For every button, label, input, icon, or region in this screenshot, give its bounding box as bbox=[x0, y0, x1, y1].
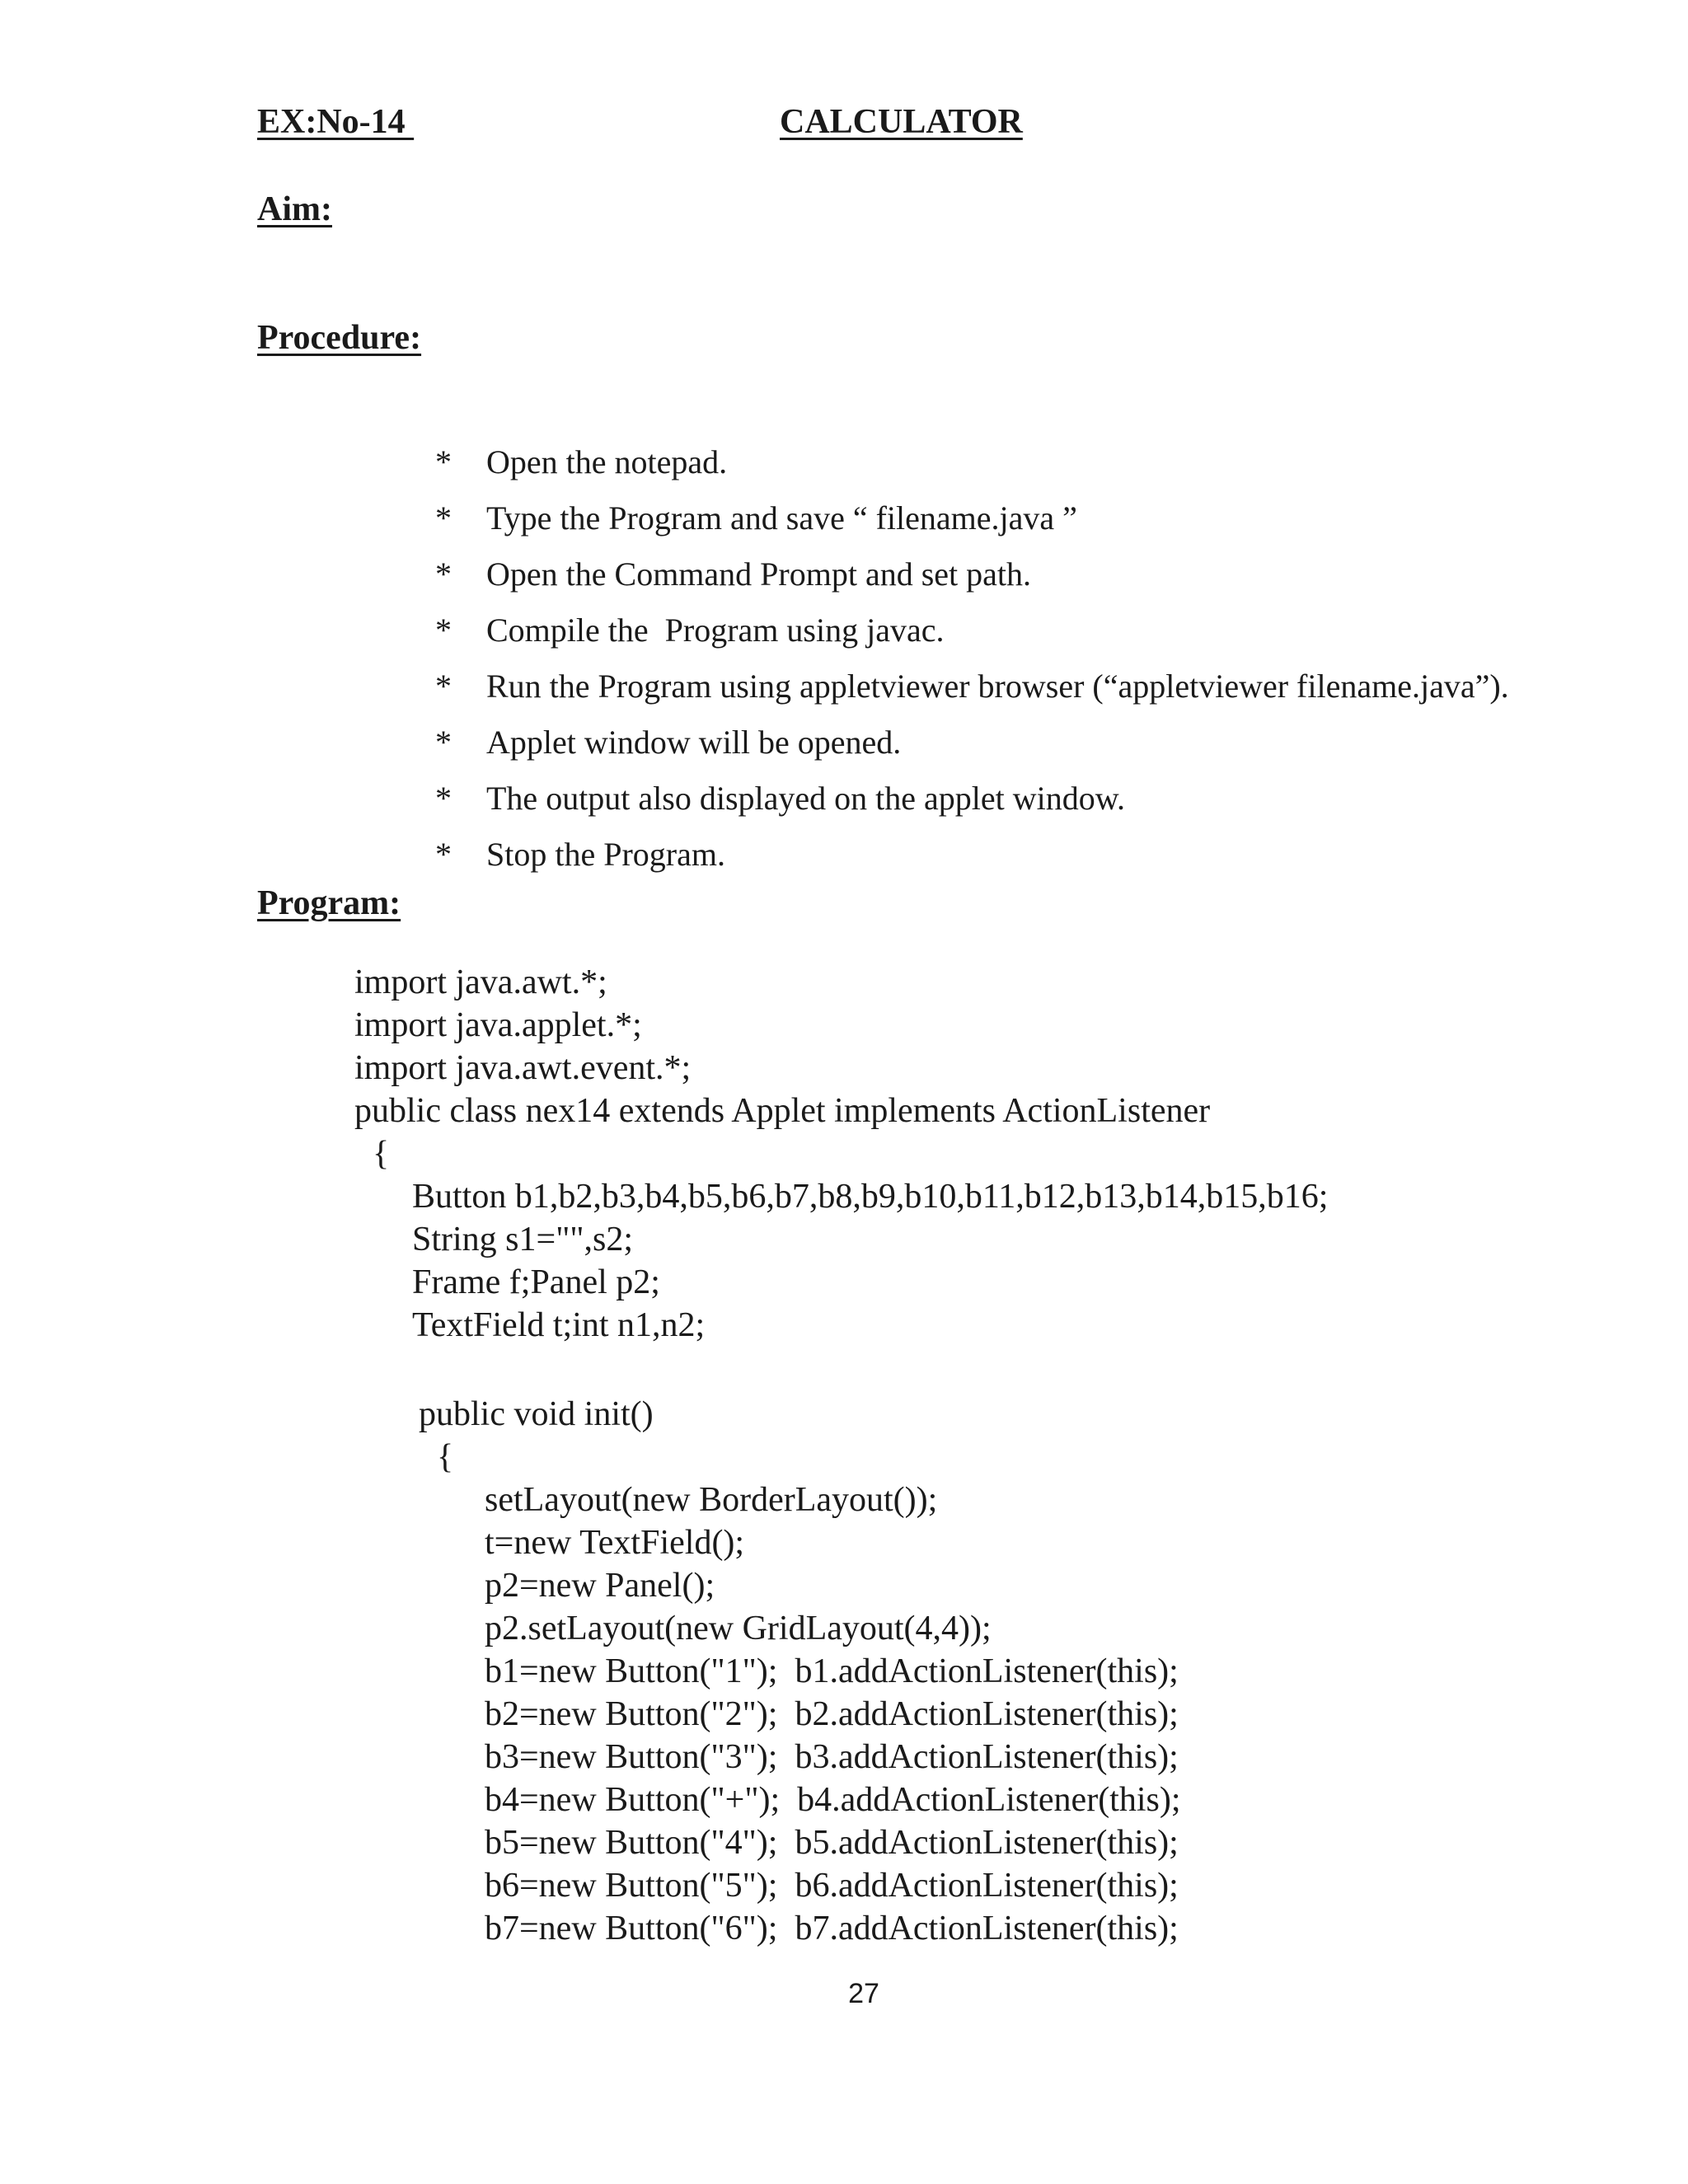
code-line: Button b1,b2,b3,b4,b5,b6,b7,b8,b9,b10,b11,b12,b13,b14,b15,b16; bbox=[412, 1178, 1329, 1216]
procedure-step-text: Open the Command Prompt and set path. bbox=[486, 555, 1032, 593]
procedure-step-text: Compile the Program using javac. bbox=[486, 612, 945, 649]
procedure-step-text: Applet window will be opened. bbox=[486, 724, 902, 761]
code-line: b3=new Button("3"); b3.addActionListener(this); bbox=[485, 1738, 1179, 1776]
code-line: b7=new Button("6"); b7.addActionListener(this); bbox=[485, 1910, 1179, 1947]
procedure-step-text: The output also displayed on the applet window. bbox=[486, 780, 1126, 817]
bullet-icon: * bbox=[435, 780, 452, 817]
code-line: { bbox=[437, 1438, 454, 1476]
code-line: Frame f;Panel p2; bbox=[412, 1263, 660, 1301]
procedure-step-text: Run the Program using appletviewer browser (“appletviewer filename.java”). bbox=[486, 668, 1509, 705]
code-line: import java.awt.*; bbox=[354, 963, 607, 1001]
bullet-icon: * bbox=[435, 443, 452, 480]
procedure-step-text: Open the notepad. bbox=[486, 443, 728, 480]
code-line: b1=new Button("1"); b1.addActionListener(this); bbox=[485, 1652, 1179, 1690]
bullet-icon: * bbox=[435, 836, 452, 873]
bullet-icon: * bbox=[435, 499, 452, 537]
code-line: b5=new Button("4"); b5.addActionListener(this); bbox=[485, 1824, 1179, 1862]
bullet-icon: * bbox=[435, 612, 452, 649]
page-title: CALCULATOR bbox=[780, 103, 1023, 141]
code-line: b2=new Button("2"); b2.addActionListener(this); bbox=[485, 1695, 1179, 1733]
code-line: p2=new Panel(); bbox=[485, 1567, 715, 1605]
page-number: 27 bbox=[848, 1978, 879, 2009]
procedure-label: Procedure: bbox=[257, 319, 422, 357]
code-line: import java.applet.*; bbox=[354, 1006, 642, 1044]
code-line: String s1="",s2; bbox=[412, 1221, 634, 1258]
code-line: t=new TextField(); bbox=[485, 1524, 745, 1562]
bullet-icon: * bbox=[435, 724, 452, 761]
code-line: setLayout(new BorderLayout()); bbox=[485, 1481, 938, 1519]
program-label: Program: bbox=[257, 884, 401, 922]
procedure-step-text: Stop the Program. bbox=[486, 836, 725, 873]
code-line: p2.setLayout(new GridLayout(4,4)); bbox=[485, 1610, 992, 1647]
exercise-number: EX:No-14 bbox=[257, 103, 415, 141]
code-line: b4=new Button("+"); b4.addActionListener(this); bbox=[485, 1781, 1181, 1819]
bullet-icon: * bbox=[435, 668, 452, 705]
procedure-step-text: Type the Program and save “ filename.java ” bbox=[486, 499, 1077, 537]
code-line: { bbox=[373, 1135, 390, 1173]
code-line: import java.awt.event.*; bbox=[354, 1049, 692, 1087]
aim-label: Aim: bbox=[257, 190, 332, 228]
procedure-step bbox=[402, 796, 725, 912]
code-line: TextField t;int n1,n2; bbox=[412, 1306, 706, 1344]
code-line: public class nex14 extends Applet implements ActionListener bbox=[354, 1092, 1211, 1130]
code-line: b6=new Button("5"); b6.addActionListener(this); bbox=[485, 1867, 1179, 1905]
code-line: public void init() bbox=[419, 1395, 654, 1433]
bullet-icon: * bbox=[435, 555, 452, 593]
